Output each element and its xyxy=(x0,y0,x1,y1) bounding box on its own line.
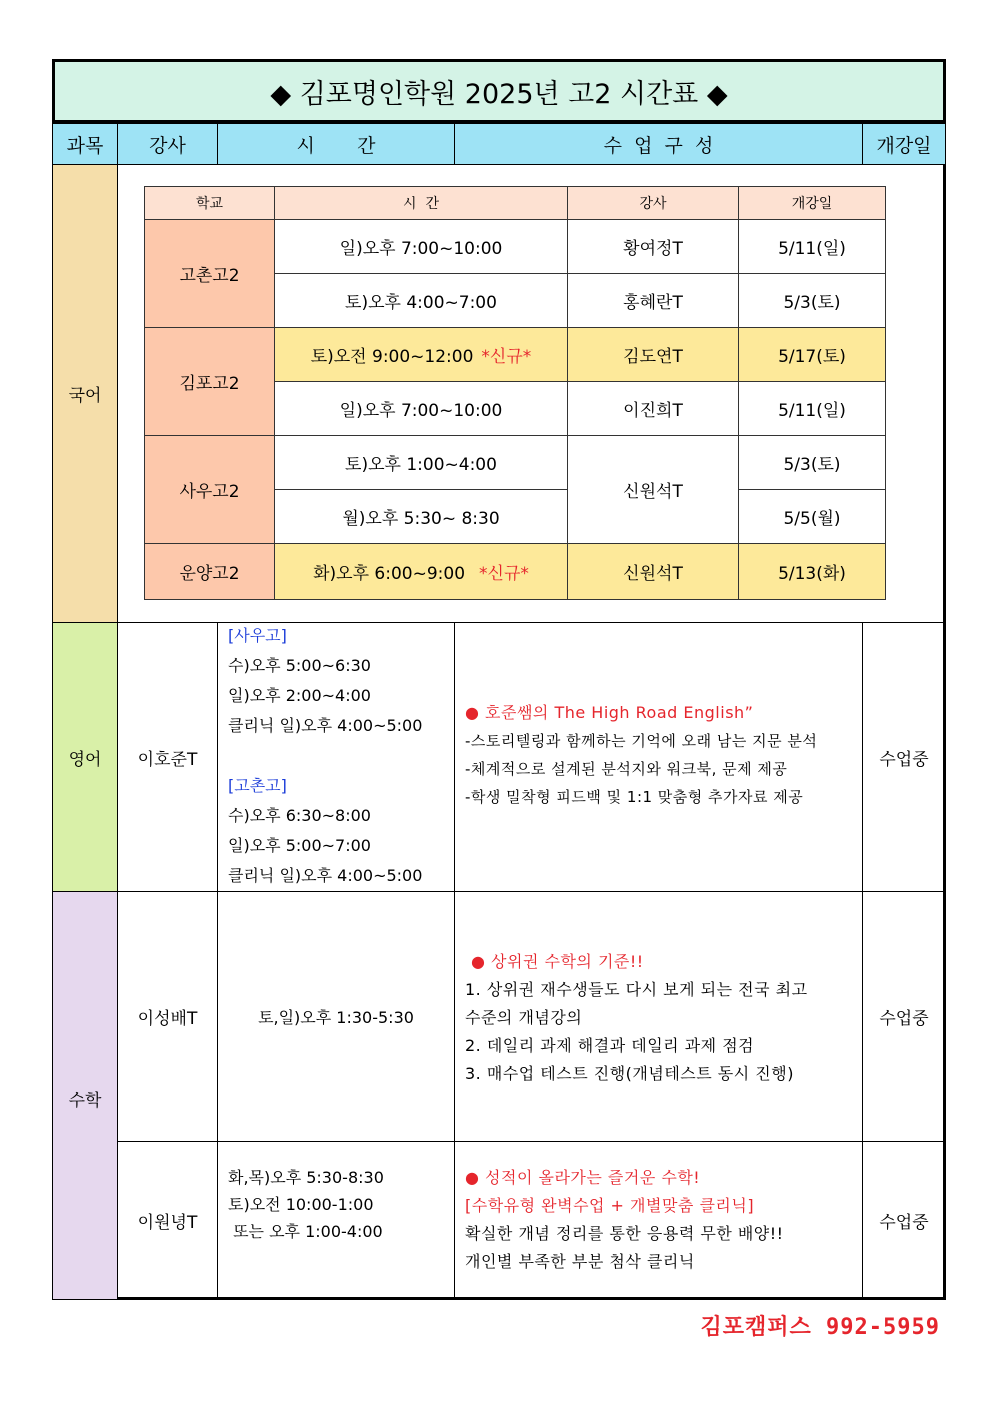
korean-row-teacher: 황여정T xyxy=(567,219,739,274)
english-schedule-title: [고촌고] xyxy=(228,776,287,795)
math-desc-line: 수준의 개념강의 xyxy=(465,1008,583,1027)
header-composition: 수 업 구 성 xyxy=(454,123,863,165)
korean-row-time: 화)오후 6:00~9:00 xyxy=(313,564,466,584)
math-desc-line: 2. 데일리 과제 해결과 데일리 과제 점검 xyxy=(465,1036,755,1055)
math-composition-2 xyxy=(454,1141,863,1300)
school-gochon: 고촌고2 xyxy=(144,219,275,328)
header-time: 시 간 xyxy=(217,123,455,165)
english-schedule-line: 일)오후 2:00~4:00 xyxy=(228,686,371,705)
subject-english: 영어 xyxy=(52,622,118,892)
math-teacher-2: 이원녕T xyxy=(117,1141,218,1300)
english-schedule-line: 수)오후 6:30~8:00 xyxy=(228,806,371,825)
math-headline-2: ● 성적이 올라가는 즐거운 수학! xyxy=(465,1168,701,1187)
korean-row-teacher: 신원석T xyxy=(567,543,739,600)
math-sub-2: [수학유형 완벽수업 + 개별맞춤 클리닉] xyxy=(465,1196,755,1215)
subject-korean: 국어 xyxy=(52,164,118,623)
math-desc-line: 1. 상위권 재수생들도 다시 보게 되는 전국 최고 xyxy=(465,980,808,999)
campus-phone: 김포캠퍼스 992-5959 xyxy=(700,1315,940,1340)
korean-row-start: 5/11(일) xyxy=(738,219,886,274)
math-time-2 xyxy=(217,1141,455,1300)
english-schedule-line: 일)오후 5:00~7:00 xyxy=(228,836,371,855)
korean-header-school: 학교 xyxy=(144,186,275,220)
math-desc-line: 확실한 개념 정리를 통한 응용력 무한 배양!! xyxy=(465,1224,784,1243)
school-sau: 사우고2 xyxy=(144,435,275,544)
math-desc-line: 개인별 부족한 부분 첨삭 클리닉 xyxy=(465,1252,695,1271)
korean-row-teacher: 김도연T xyxy=(567,327,739,382)
korean-row-teacher: 홍혜란T xyxy=(567,273,739,328)
new-tag: *신규* xyxy=(479,564,529,584)
korean-row-teacher-merged: 신원석T xyxy=(567,435,739,544)
english-teacher: 이호준T xyxy=(117,622,218,892)
new-tag: *신규* xyxy=(481,347,532,367)
korean-row-time-new xyxy=(274,543,568,600)
math-desc-line: 3. 매수업 테스트 진행(개념테스트 동시 진행) xyxy=(465,1064,794,1083)
math-teacher-1: 이성배T xyxy=(117,891,218,1142)
korean-row-time: 토)오후 4:00~7:00 xyxy=(274,273,568,328)
english-status: 수업중 xyxy=(862,622,946,892)
english-desc-line: -체계적으로 설계된 분석지와 워크북, 문제 제공 xyxy=(465,760,788,778)
math-time-1: 토,일)오후 1:30-5:30 xyxy=(217,891,455,1142)
header-start-date: 개강일 xyxy=(862,123,946,165)
english-schedule-line: 수)오후 5:00~6:30 xyxy=(228,656,371,675)
korean-row-start: 5/3(토) xyxy=(738,273,886,328)
header-subject: 과목 xyxy=(52,123,118,165)
korean-row-time-new xyxy=(274,327,568,382)
korean-row-start: 5/11(일) xyxy=(738,381,886,436)
english-schedule-line: 클리닉 일)오후 4:00~5:00 xyxy=(228,716,423,735)
korean-row-start: 5/17(토) xyxy=(738,327,886,382)
subject-math: 수학 xyxy=(52,891,118,1300)
page-title: ◆ 김포명인학원 2025년 고2 시간표 ◆ xyxy=(52,59,946,123)
korean-header-time: 시 간 xyxy=(274,186,568,220)
korean-header-start: 개강일 xyxy=(738,186,886,220)
korean-row-time: 월)오후 5:30~ 8:30 xyxy=(274,489,568,544)
math-time-line: 또는 오후 1:00-4:00 xyxy=(228,1222,383,1241)
english-composition xyxy=(454,622,863,892)
korean-row-start: 5/5(월) xyxy=(738,489,886,544)
korean-row-teacher: 이진희T xyxy=(567,381,739,436)
english-schedule-title: [사우고] xyxy=(228,626,287,645)
math-composition-1 xyxy=(454,891,863,1142)
school-gimpo: 김포고2 xyxy=(144,327,275,436)
math-headline-1: ● 상위권 수학의 기준!! xyxy=(471,952,644,971)
korean-row-start: 5/3(토) xyxy=(738,435,886,490)
korean-row-start: 5/13(화) xyxy=(738,543,886,600)
english-schedule xyxy=(217,622,455,892)
math-time-line: 화,목)오후 5:30-8:30 xyxy=(228,1168,384,1187)
math-time-line: 토)오전 10:00-1:00 xyxy=(228,1195,374,1214)
math-status-1: 수업중 xyxy=(862,891,946,1142)
korean-row-time: 토)오전 9:00~12:00 xyxy=(310,347,474,367)
header-teacher: 강사 xyxy=(117,123,218,165)
english-schedule-line: 클리닉 일)오후 4:00~5:00 xyxy=(228,866,423,885)
math-status-2: 수업중 xyxy=(862,1141,946,1300)
english-headline: ● 호준쌤의 The High Road English” xyxy=(465,703,754,722)
korean-row-time: 토)오후 1:00~4:00 xyxy=(274,435,568,490)
korean-header-teacher: 강사 xyxy=(567,186,739,220)
english-desc-line: -스토리텔링과 함께하는 기억에 오래 남는 지문 분석 xyxy=(465,732,818,750)
school-unyang: 운양고2 xyxy=(144,543,275,600)
korean-row-time: 일)오후 7:00~10:00 xyxy=(274,381,568,436)
korean-row-time: 일)오후 7:00~10:00 xyxy=(274,219,568,274)
english-desc-line: -학생 밀착형 피드백 및 1:1 맞춤형 추가자료 제공 xyxy=(465,788,804,806)
